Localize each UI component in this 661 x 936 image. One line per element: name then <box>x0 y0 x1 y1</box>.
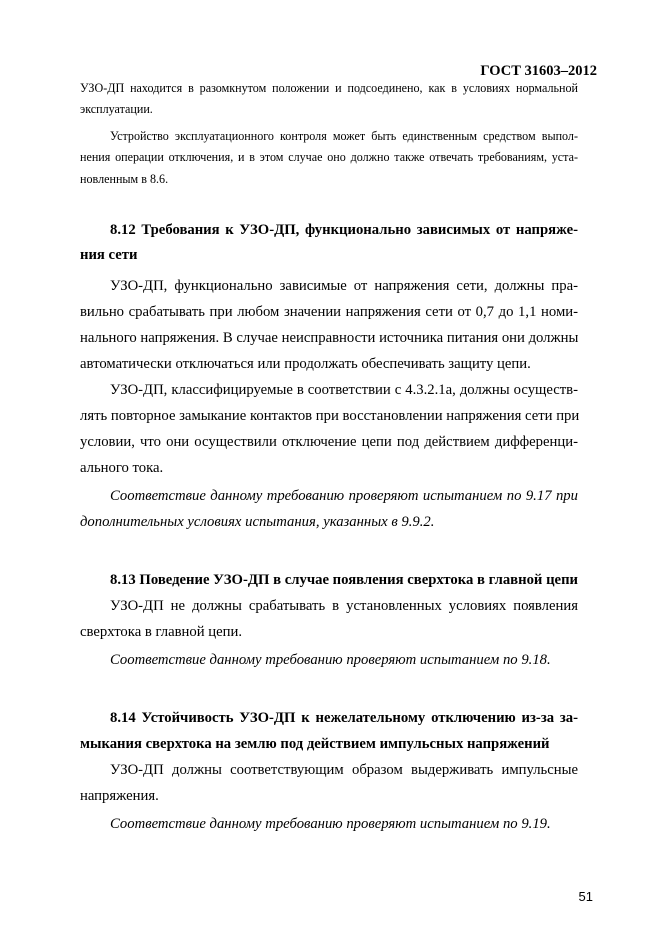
section-8-12-p1-line-1: УЗО-ДП, функционально зависимые от напряжения сети, должны пра- <box>110 278 578 294</box>
section-8-13-heading: 8.13 Поведение УЗО-ДП в случае появления сверхтока в главной цепи <box>110 572 578 588</box>
section-8-13-p1-line-2: сверхтока в главной цепи. <box>80 624 243 640</box>
intro-line-2: эксплуатации. <box>80 102 153 116</box>
intro-line-3: Устройство эксплуатационного контроля может быть единственным средством выпол- <box>110 129 578 143</box>
intro-line-4: нения операции отключения, и в этом случае оно должно также отвечать требованиям, уста- <box>80 150 578 164</box>
section-8-12-p1-line-2: вильно срабатывать при любом значении напряжения сети от 0,7 до 1,1 номи- <box>80 304 578 320</box>
section-8-14-p1-line-1: УЗО-ДП должны соответствующим образом выдерживать импульсные <box>110 762 578 778</box>
section-8-14-check: Соответствие данному требованию проверяют испытанием по 9.19. <box>110 816 551 832</box>
section-8-13-check: Соответствие данному требованию проверяют испытанием по 9.18. <box>110 652 551 668</box>
section-8-12-check-line-2: дополнительных условиях испытания, указанных в 9.9.2. <box>80 514 435 530</box>
section-8-12-check-line-1: Соответствие данному требованию проверяют испытанием по 9.17 при <box>110 488 578 504</box>
section-8-14-heading-line-2: мыкания сверхтока на землю под действием импульсных напряжений <box>80 736 550 752</box>
section-8-12-heading-line-1: 8.12 Требования к УЗО-ДП, функционально зависимых от напряже- <box>110 222 578 238</box>
section-8-12-heading-line-2: ния сети <box>80 247 138 263</box>
intro-line-5: новленным в 8.6. <box>80 172 169 186</box>
section-8-12-p2-line-2: лять повторное замыкание контактов при восстановлении напряжения сети при <box>80 408 580 424</box>
standard-number: ГОСТ 31603–2012 <box>480 63 597 79</box>
section-8-12-p2-line-3: условии, что они осуществили отключение цепи под действием дифференци- <box>80 434 578 450</box>
page-number: 51 <box>578 889 593 904</box>
section-8-12-p1-line-4: автоматически отключаться или продолжать обеспечивать защиту цепи. <box>80 356 531 372</box>
intro-line-1: УЗО-ДП находится в разомкнутом положении и подсоединено, как в условиях нормальной <box>80 81 578 95</box>
section-8-12-p2-line-4: ального тока. <box>80 460 164 476</box>
section-8-14-p1-line-2: напряжения. <box>80 788 159 804</box>
section-8-13-p1-line-1: УЗО-ДП не должны срабатывать в установленных условиях появления <box>110 598 578 614</box>
section-8-12-p1-line-3: нального напряжения. В случае неисправности источника питания они должны <box>80 330 579 346</box>
section-8-14-heading-line-1: 8.14 Устойчивость УЗО-ДП к нежелательному отключению из-за за- <box>110 710 578 726</box>
section-8-12-p2-line-1: УЗО-ДП, классифицируемые в соответствии с 4.3.2.1а, должны осуществ- <box>110 382 578 398</box>
